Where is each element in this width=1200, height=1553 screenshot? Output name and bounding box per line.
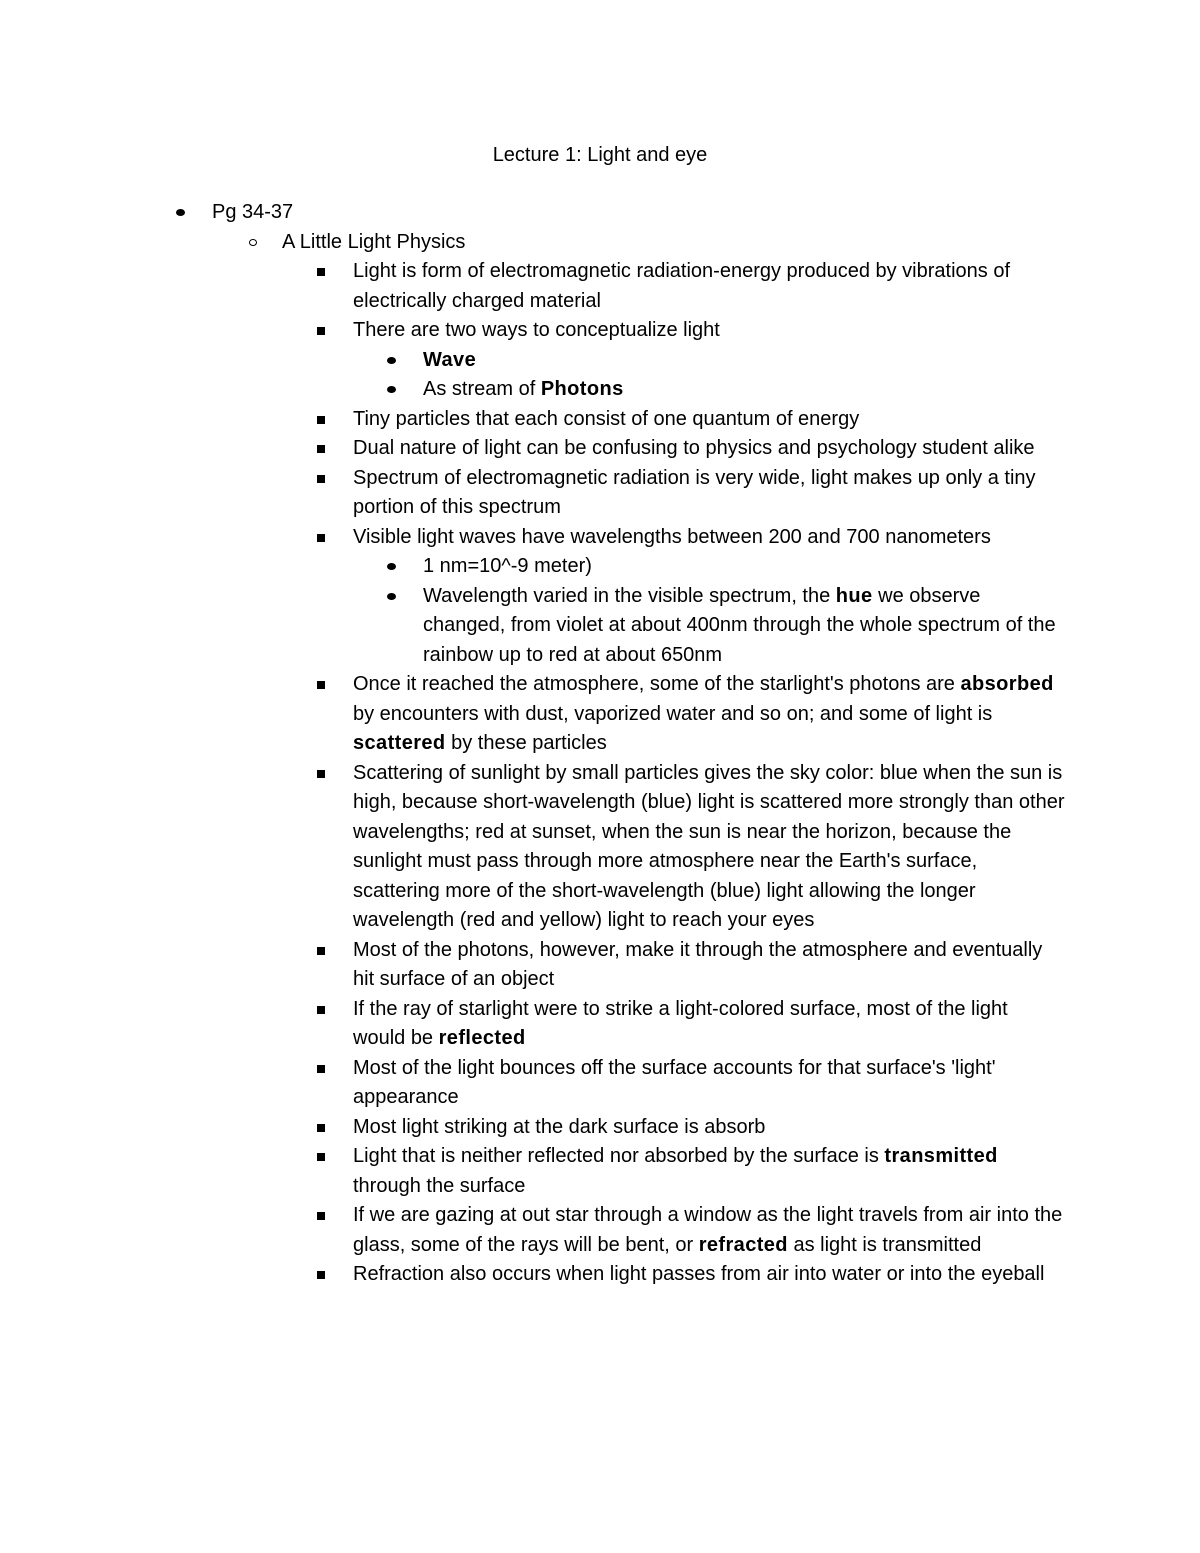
list-item-text: Scattering of sunlight by small particles gives the sky color: blue when the sun is high, because short-wavelength (blue) light is scattered more strongly than other wavelengths; red at sunset, when the sun is near the horizon, because the sunlight must pass through more atmosphere near the Earth's surface, scattering more of the short-wavelength (blue) light allowing the longer wavelength (red and yellow) light to reach your eyes: [353, 761, 1065, 931]
list-item: [353, 405, 1065, 435]
list-item-text: If the ray of starlight were to strike a light-colored surface, most of the light would be: [353, 997, 1008, 1049]
bullet-disc-icon: [387, 357, 396, 364]
bullet-square-icon: [317, 1124, 325, 1132]
sublist: [423, 346, 1063, 405]
bold-term: hue: [835, 584, 873, 607]
list-item: [423, 582, 1063, 671]
list-item-text: Most of the photons, however, make it through the atmosphere and eventually hit surface of an object: [353, 938, 1043, 990]
list-item-text: Light that is neither reflected nor absorbed by the surface is: [353, 1145, 885, 1167]
list-item: [353, 257, 1065, 316]
list-item: [423, 375, 1063, 405]
bullet-square-icon: [317, 1271, 325, 1279]
bullet-square-icon: [317, 1006, 325, 1014]
list-item: [353, 464, 1065, 523]
list-item-text: Refraction also occurs when light passes from air into water or into the eyeball: [353, 1263, 1045, 1285]
bold-term: Photons: [540, 378, 624, 400]
list-item: [353, 1142, 1065, 1201]
list-item-text: Pg 34-37: [212, 201, 294, 223]
list-item: [353, 316, 1065, 405]
bold-term: Wave: [423, 348, 477, 371]
outline-list: [212, 198, 1072, 1290]
bullet-disc-icon: [176, 209, 185, 216]
list-item-text: as light is transmitted: [787, 1233, 982, 1256]
list-item: [353, 936, 1065, 995]
bold-term: absorbed: [960, 673, 1054, 695]
list-item: [212, 198, 1072, 1290]
list-item-text: through the surface: [353, 1174, 526, 1197]
sublist: [353, 257, 1065, 1290]
list-item: [423, 346, 1063, 376]
list-item-text: If we are gazing at out star through a window as the light travels from air into the glass, some of the rays will be bent, or: [353, 1204, 1063, 1256]
bullet-square-icon: [317, 681, 325, 689]
list-item-text: Spectrum of electromagnetic radiation is very wide, light makes up only a tiny portion of this spectrum: [353, 466, 1036, 518]
list-item-text: by these particles: [445, 732, 607, 754]
list-item: [353, 1201, 1065, 1260]
bold-term: reflected: [438, 1027, 526, 1049]
list-item: [353, 434, 1065, 464]
bullet-square-icon: [317, 268, 325, 276]
bold-term: refracted: [698, 1233, 788, 1256]
list-item-text: Wavelength varied in the visible spectrum, the: [423, 584, 836, 607]
bullet-circle-icon: [249, 239, 257, 246]
list-item: [423, 552, 1063, 582]
list-item-text: Visible light waves have wavelengths between 200 and 700 nanometers: [353, 525, 991, 548]
bullet-square-icon: [317, 327, 325, 335]
list-item: [353, 995, 1065, 1054]
list-item: [353, 670, 1065, 759]
bullet-square-icon: [317, 770, 325, 778]
list-item: [353, 1113, 1065, 1143]
bullet-disc-icon: [387, 593, 396, 600]
list-item: [353, 1054, 1065, 1113]
bullet-square-icon: [317, 1153, 325, 1161]
list-item: [282, 228, 1072, 1290]
list-item: [353, 759, 1065, 936]
list-item-text: Light is form of electromagnetic radiation-energy produced by vibrations of electrically charged material: [353, 260, 1011, 312]
list-item-text: Dual nature of light can be confusing to physics and psychology student alike: [353, 437, 1035, 459]
bold-term: scattered: [353, 732, 446, 754]
bullet-disc-icon: [387, 563, 396, 570]
list-item-text: Most light striking at the dark surface is absorb: [353, 1115, 766, 1138]
bullet-square-icon: [317, 1212, 325, 1220]
bullet-square-icon: [317, 475, 325, 483]
list-item-text: Most of the light bounces off the surface accounts for that surface's 'light' appearance: [353, 1056, 996, 1108]
list-item-text: we observe changed, from violet at about 400nm through the whole spectrum of the rainbow up to red at about 650nm: [423, 584, 1056, 666]
bullet-disc-icon: [387, 386, 396, 393]
list-item: [353, 1260, 1065, 1290]
sublist: [423, 552, 1063, 670]
list-item-text: by encounters with dust, vaporized water and so on; and some of light is: [353, 702, 993, 725]
bullet-square-icon: [317, 947, 325, 955]
bullet-square-icon: [317, 416, 325, 424]
list-item-text: A Little Light Physics: [282, 230, 466, 253]
list-item-text: Tiny particles that each consist of one quantum of energy: [353, 407, 860, 430]
page-title: Lecture 1: Light and eye: [492, 144, 708, 166]
bullet-square-icon: [317, 1065, 325, 1073]
list-item-text: As stream of: [423, 378, 541, 400]
list-item: [353, 523, 1065, 671]
bold-term: transmitted: [884, 1145, 998, 1167]
list-item-text: 1 nm=10^-9 meter): [423, 555, 592, 577]
list-item-text: Once it reached the atmosphere, some of the starlight's photons are: [353, 673, 961, 695]
list-item-text: There are two ways to conceptualize light: [353, 319, 720, 341]
bullet-square-icon: [317, 534, 325, 542]
bullet-square-icon: [317, 445, 325, 453]
sublist: [282, 228, 1072, 1290]
